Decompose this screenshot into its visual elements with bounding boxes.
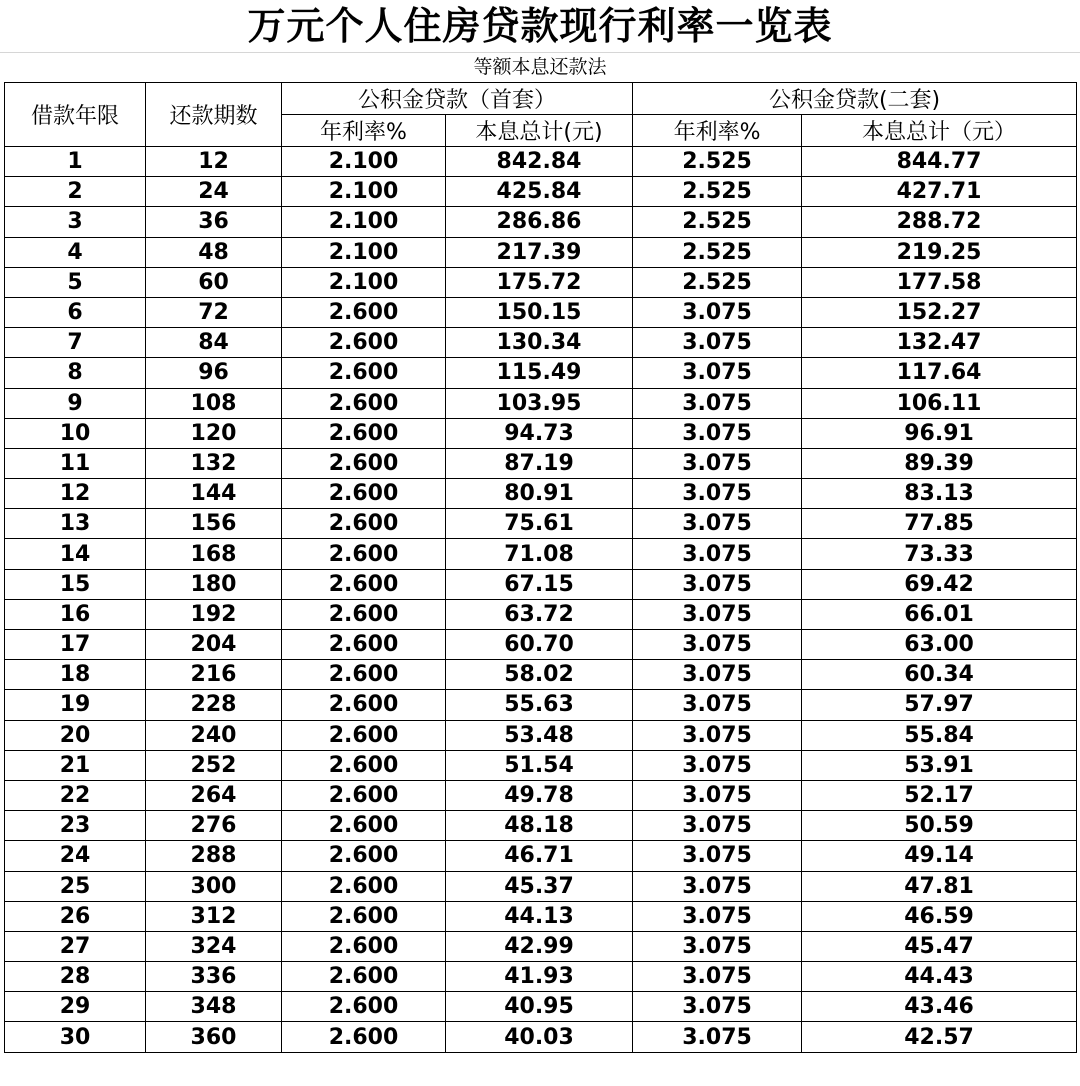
second-total-cell: 49.14 — [802, 841, 1077, 871]
table-row — [5, 599, 1077, 629]
second-rate-cell: 3.075 — [633, 992, 802, 1022]
first-rate-cell: 2.600 — [282, 448, 446, 478]
periods-cell: 12 — [146, 147, 282, 177]
periods-cell: 60 — [146, 267, 282, 297]
term-cell: 3 — [5, 207, 146, 237]
first-total-cell: 42.99 — [446, 931, 633, 961]
periods-cell: 336 — [146, 962, 282, 992]
periods-cell: 120 — [146, 418, 282, 448]
second-rate-cell: 3.075 — [633, 962, 802, 992]
periods-cell: 252 — [146, 750, 282, 780]
second-rate-cell: 2.525 — [633, 267, 802, 297]
first-rate-cell: 2.600 — [282, 962, 446, 992]
first-rate-cell: 2.100 — [282, 147, 446, 177]
periods-cell: 48 — [146, 237, 282, 267]
second-rate-cell: 2.525 — [633, 147, 802, 177]
header-second-loan-group: 公积金贷款(二套) — [633, 83, 1077, 115]
term-cell: 23 — [5, 811, 146, 841]
periods-cell: 84 — [146, 328, 282, 358]
first-rate-cell: 2.600 — [282, 871, 446, 901]
first-total-cell: 45.37 — [446, 871, 633, 901]
table-row — [5, 539, 1077, 569]
second-rate-cell: 3.075 — [633, 720, 802, 750]
term-cell: 19 — [5, 690, 146, 720]
table-row — [5, 992, 1077, 1022]
first-total-cell: 60.70 — [446, 630, 633, 660]
first-rate-cell: 2.600 — [282, 780, 446, 810]
first-rate-cell: 2.600 — [282, 660, 446, 690]
second-rate-cell: 3.075 — [633, 931, 802, 961]
term-cell: 15 — [5, 569, 146, 599]
first-total-cell: 87.19 — [446, 448, 633, 478]
table-row — [5, 358, 1077, 388]
first-total-cell: 175.72 — [446, 267, 633, 297]
second-rate-cell: 3.075 — [633, 841, 802, 871]
table-row — [5, 388, 1077, 418]
second-rate-cell: 3.075 — [633, 871, 802, 901]
first-rate-cell: 2.600 — [282, 901, 446, 931]
term-cell: 14 — [5, 539, 146, 569]
second-total-cell: 69.42 — [802, 569, 1077, 599]
table-row — [5, 901, 1077, 931]
first-rate-cell: 2.100 — [282, 237, 446, 267]
term-cell: 11 — [5, 448, 146, 478]
second-rate-cell: 3.075 — [633, 358, 802, 388]
first-total-cell: 150.15 — [446, 297, 633, 327]
first-rate-cell: 2.600 — [282, 297, 446, 327]
periods-cell: 240 — [146, 720, 282, 750]
second-total-cell: 73.33 — [802, 539, 1077, 569]
second-rate-cell: 3.075 — [633, 569, 802, 599]
term-cell: 9 — [5, 388, 146, 418]
header-first-loan-group: 公积金贷款（首套） — [282, 83, 633, 115]
second-total-cell: 427.71 — [802, 177, 1077, 207]
second-rate-cell: 3.075 — [633, 1022, 802, 1052]
first-total-cell: 80.91 — [446, 479, 633, 509]
second-total-cell: 83.13 — [802, 479, 1077, 509]
term-cell: 21 — [5, 750, 146, 780]
table-header — [5, 83, 1077, 147]
second-total-cell: 844.77 — [802, 147, 1077, 177]
second-rate-cell: 3.075 — [633, 811, 802, 841]
term-cell: 12 — [5, 479, 146, 509]
first-rate-cell: 2.600 — [282, 720, 446, 750]
first-total-cell: 67.15 — [446, 569, 633, 599]
term-cell: 29 — [5, 992, 146, 1022]
second-rate-cell: 3.075 — [633, 509, 802, 539]
second-total-cell: 63.00 — [802, 630, 1077, 660]
second-rate-cell: 3.075 — [633, 780, 802, 810]
second-total-cell: 46.59 — [802, 901, 1077, 931]
first-rate-cell: 2.600 — [282, 841, 446, 871]
first-rate-cell: 2.600 — [282, 750, 446, 780]
second-rate-cell: 3.075 — [633, 328, 802, 358]
table-row — [5, 328, 1077, 358]
term-cell: 26 — [5, 901, 146, 931]
second-total-cell: 53.91 — [802, 750, 1077, 780]
first-total-cell: 41.93 — [446, 962, 633, 992]
second-rate-cell: 2.525 — [633, 177, 802, 207]
second-total-cell: 43.46 — [802, 992, 1077, 1022]
table-row — [5, 841, 1077, 871]
table-row — [5, 479, 1077, 509]
first-total-cell: 286.86 — [446, 207, 633, 237]
first-rate-cell: 2.600 — [282, 599, 446, 629]
first-total-cell: 130.34 — [446, 328, 633, 358]
table-row — [5, 509, 1077, 539]
periods-cell: 324 — [146, 931, 282, 961]
term-cell: 27 — [5, 931, 146, 961]
periods-cell: 168 — [146, 539, 282, 569]
page-title: 万元个人住房贷款现行利率一览表 — [247, 3, 833, 48]
header-first-total: 本息总计(元) — [446, 115, 633, 147]
second-total-cell: 42.57 — [802, 1022, 1077, 1052]
second-total-cell: 44.43 — [802, 962, 1077, 992]
header-first-rate: 年利率% — [282, 115, 446, 147]
second-total-cell: 96.91 — [802, 418, 1077, 448]
periods-cell: 348 — [146, 992, 282, 1022]
table-row — [5, 267, 1077, 297]
term-cell: 6 — [5, 297, 146, 327]
second-total-cell: 77.85 — [802, 509, 1077, 539]
first-total-cell: 58.02 — [446, 660, 633, 690]
rate-table — [4, 82, 1077, 1053]
term-cell: 22 — [5, 780, 146, 810]
periods-cell: 312 — [146, 901, 282, 931]
first-rate-cell: 2.600 — [282, 358, 446, 388]
term-cell: 28 — [5, 962, 146, 992]
table-row — [5, 177, 1077, 207]
term-cell: 8 — [5, 358, 146, 388]
first-rate-cell: 2.600 — [282, 630, 446, 660]
second-rate-cell: 3.075 — [633, 418, 802, 448]
table-row — [5, 811, 1077, 841]
periods-cell: 360 — [146, 1022, 282, 1052]
table-row — [5, 569, 1077, 599]
second-total-cell: 52.17 — [802, 780, 1077, 810]
table-row — [5, 207, 1077, 237]
second-rate-cell: 3.075 — [633, 599, 802, 629]
first-total-cell: 55.63 — [446, 690, 633, 720]
title-bar — [0, 0, 1080, 53]
first-total-cell: 48.18 — [446, 811, 633, 841]
first-rate-cell: 2.600 — [282, 509, 446, 539]
second-total-cell: 55.84 — [802, 720, 1077, 750]
second-rate-cell: 2.525 — [633, 207, 802, 237]
second-total-cell: 152.27 — [802, 297, 1077, 327]
table-row — [5, 237, 1077, 267]
periods-cell: 288 — [146, 841, 282, 871]
periods-cell: 276 — [146, 811, 282, 841]
header-second-total: 本息总计（元） — [802, 115, 1077, 147]
second-rate-cell: 3.075 — [633, 448, 802, 478]
periods-cell: 156 — [146, 509, 282, 539]
table-row — [5, 871, 1077, 901]
first-rate-cell: 2.600 — [282, 1022, 446, 1052]
second-total-cell: 57.97 — [802, 690, 1077, 720]
first-rate-cell: 2.600 — [282, 931, 446, 961]
first-total-cell: 44.13 — [446, 901, 633, 931]
term-cell: 24 — [5, 841, 146, 871]
first-rate-cell: 2.100 — [282, 267, 446, 297]
periods-cell: 96 — [146, 358, 282, 388]
second-rate-cell: 3.075 — [633, 690, 802, 720]
first-rate-cell: 2.100 — [282, 207, 446, 237]
first-rate-cell: 2.600 — [282, 539, 446, 569]
first-total-cell: 842.84 — [446, 147, 633, 177]
term-cell: 16 — [5, 599, 146, 629]
table-row — [5, 931, 1077, 961]
second-total-cell: 60.34 — [802, 660, 1077, 690]
first-total-cell: 217.39 — [446, 237, 633, 267]
first-total-cell: 103.95 — [446, 388, 633, 418]
first-rate-cell: 2.600 — [282, 992, 446, 1022]
periods-cell: 180 — [146, 569, 282, 599]
table-row — [5, 780, 1077, 810]
second-rate-cell: 3.075 — [633, 388, 802, 418]
first-total-cell: 71.08 — [446, 539, 633, 569]
first-rate-cell: 2.600 — [282, 418, 446, 448]
term-cell: 13 — [5, 509, 146, 539]
periods-cell: 228 — [146, 690, 282, 720]
term-cell: 25 — [5, 871, 146, 901]
first-total-cell: 115.49 — [446, 358, 633, 388]
table-row — [5, 962, 1077, 992]
first-total-cell: 40.95 — [446, 992, 633, 1022]
first-total-cell: 75.61 — [446, 509, 633, 539]
second-rate-cell: 3.075 — [633, 750, 802, 780]
term-cell: 17 — [5, 630, 146, 660]
header-term: 借款年限 — [5, 83, 146, 147]
second-rate-cell: 3.075 — [633, 660, 802, 690]
first-total-cell: 49.78 — [446, 780, 633, 810]
table-row — [5, 660, 1077, 690]
second-rate-cell: 3.075 — [633, 630, 802, 660]
periods-cell: 264 — [146, 780, 282, 810]
first-rate-cell: 2.600 — [282, 328, 446, 358]
first-rate-cell: 2.600 — [282, 569, 446, 599]
second-rate-cell: 3.075 — [633, 539, 802, 569]
table-row — [5, 750, 1077, 780]
term-cell: 20 — [5, 720, 146, 750]
first-rate-cell: 2.600 — [282, 388, 446, 418]
first-total-cell: 53.48 — [446, 720, 633, 750]
second-rate-cell: 3.075 — [633, 479, 802, 509]
second-rate-cell: 3.075 — [633, 901, 802, 931]
term-cell: 7 — [5, 328, 146, 358]
header-periods: 还款期数 — [146, 83, 282, 147]
second-total-cell: 288.72 — [802, 207, 1077, 237]
second-total-cell: 50.59 — [802, 811, 1077, 841]
periods-cell: 300 — [146, 871, 282, 901]
periods-cell: 36 — [146, 207, 282, 237]
header-second-rate: 年利率% — [633, 115, 802, 147]
page-subtitle: 等额本息还款法 — [473, 56, 607, 78]
periods-cell: 192 — [146, 599, 282, 629]
first-rate-cell: 2.600 — [282, 479, 446, 509]
table-row — [5, 297, 1077, 327]
term-cell: 18 — [5, 660, 146, 690]
term-cell: 5 — [5, 267, 146, 297]
periods-cell: 132 — [146, 448, 282, 478]
table-row — [5, 147, 1077, 177]
table-body — [5, 147, 1077, 1053]
first-total-cell: 425.84 — [446, 177, 633, 207]
second-rate-cell: 2.525 — [633, 237, 802, 267]
second-total-cell: 89.39 — [802, 448, 1077, 478]
table-row — [5, 720, 1077, 750]
first-total-cell: 40.03 — [446, 1022, 633, 1052]
term-cell: 4 — [5, 237, 146, 267]
term-cell: 2 — [5, 177, 146, 207]
term-cell: 30 — [5, 1022, 146, 1052]
term-cell: 1 — [5, 147, 146, 177]
second-total-cell: 219.25 — [802, 237, 1077, 267]
table-row — [5, 630, 1077, 660]
periods-cell: 72 — [146, 297, 282, 327]
second-total-cell: 106.11 — [802, 388, 1077, 418]
second-total-cell: 47.81 — [802, 871, 1077, 901]
first-rate-cell: 2.100 — [282, 177, 446, 207]
periods-cell: 108 — [146, 388, 282, 418]
second-total-cell: 177.58 — [802, 267, 1077, 297]
first-rate-cell: 2.600 — [282, 811, 446, 841]
term-cell: 10 — [5, 418, 146, 448]
second-total-cell: 66.01 — [802, 599, 1077, 629]
table-row — [5, 1022, 1077, 1052]
table-row — [5, 448, 1077, 478]
first-total-cell: 94.73 — [446, 418, 633, 448]
periods-cell: 216 — [146, 660, 282, 690]
second-rate-cell: 3.075 — [633, 297, 802, 327]
periods-cell: 24 — [146, 177, 282, 207]
first-total-cell: 46.71 — [446, 841, 633, 871]
periods-cell: 204 — [146, 630, 282, 660]
table-row — [5, 690, 1077, 720]
second-total-cell: 132.47 — [802, 328, 1077, 358]
first-rate-cell: 2.600 — [282, 690, 446, 720]
first-total-cell: 51.54 — [446, 750, 633, 780]
table-row — [5, 418, 1077, 448]
periods-cell: 144 — [146, 479, 282, 509]
second-total-cell: 45.47 — [802, 931, 1077, 961]
first-total-cell: 63.72 — [446, 599, 633, 629]
second-total-cell: 117.64 — [802, 358, 1077, 388]
